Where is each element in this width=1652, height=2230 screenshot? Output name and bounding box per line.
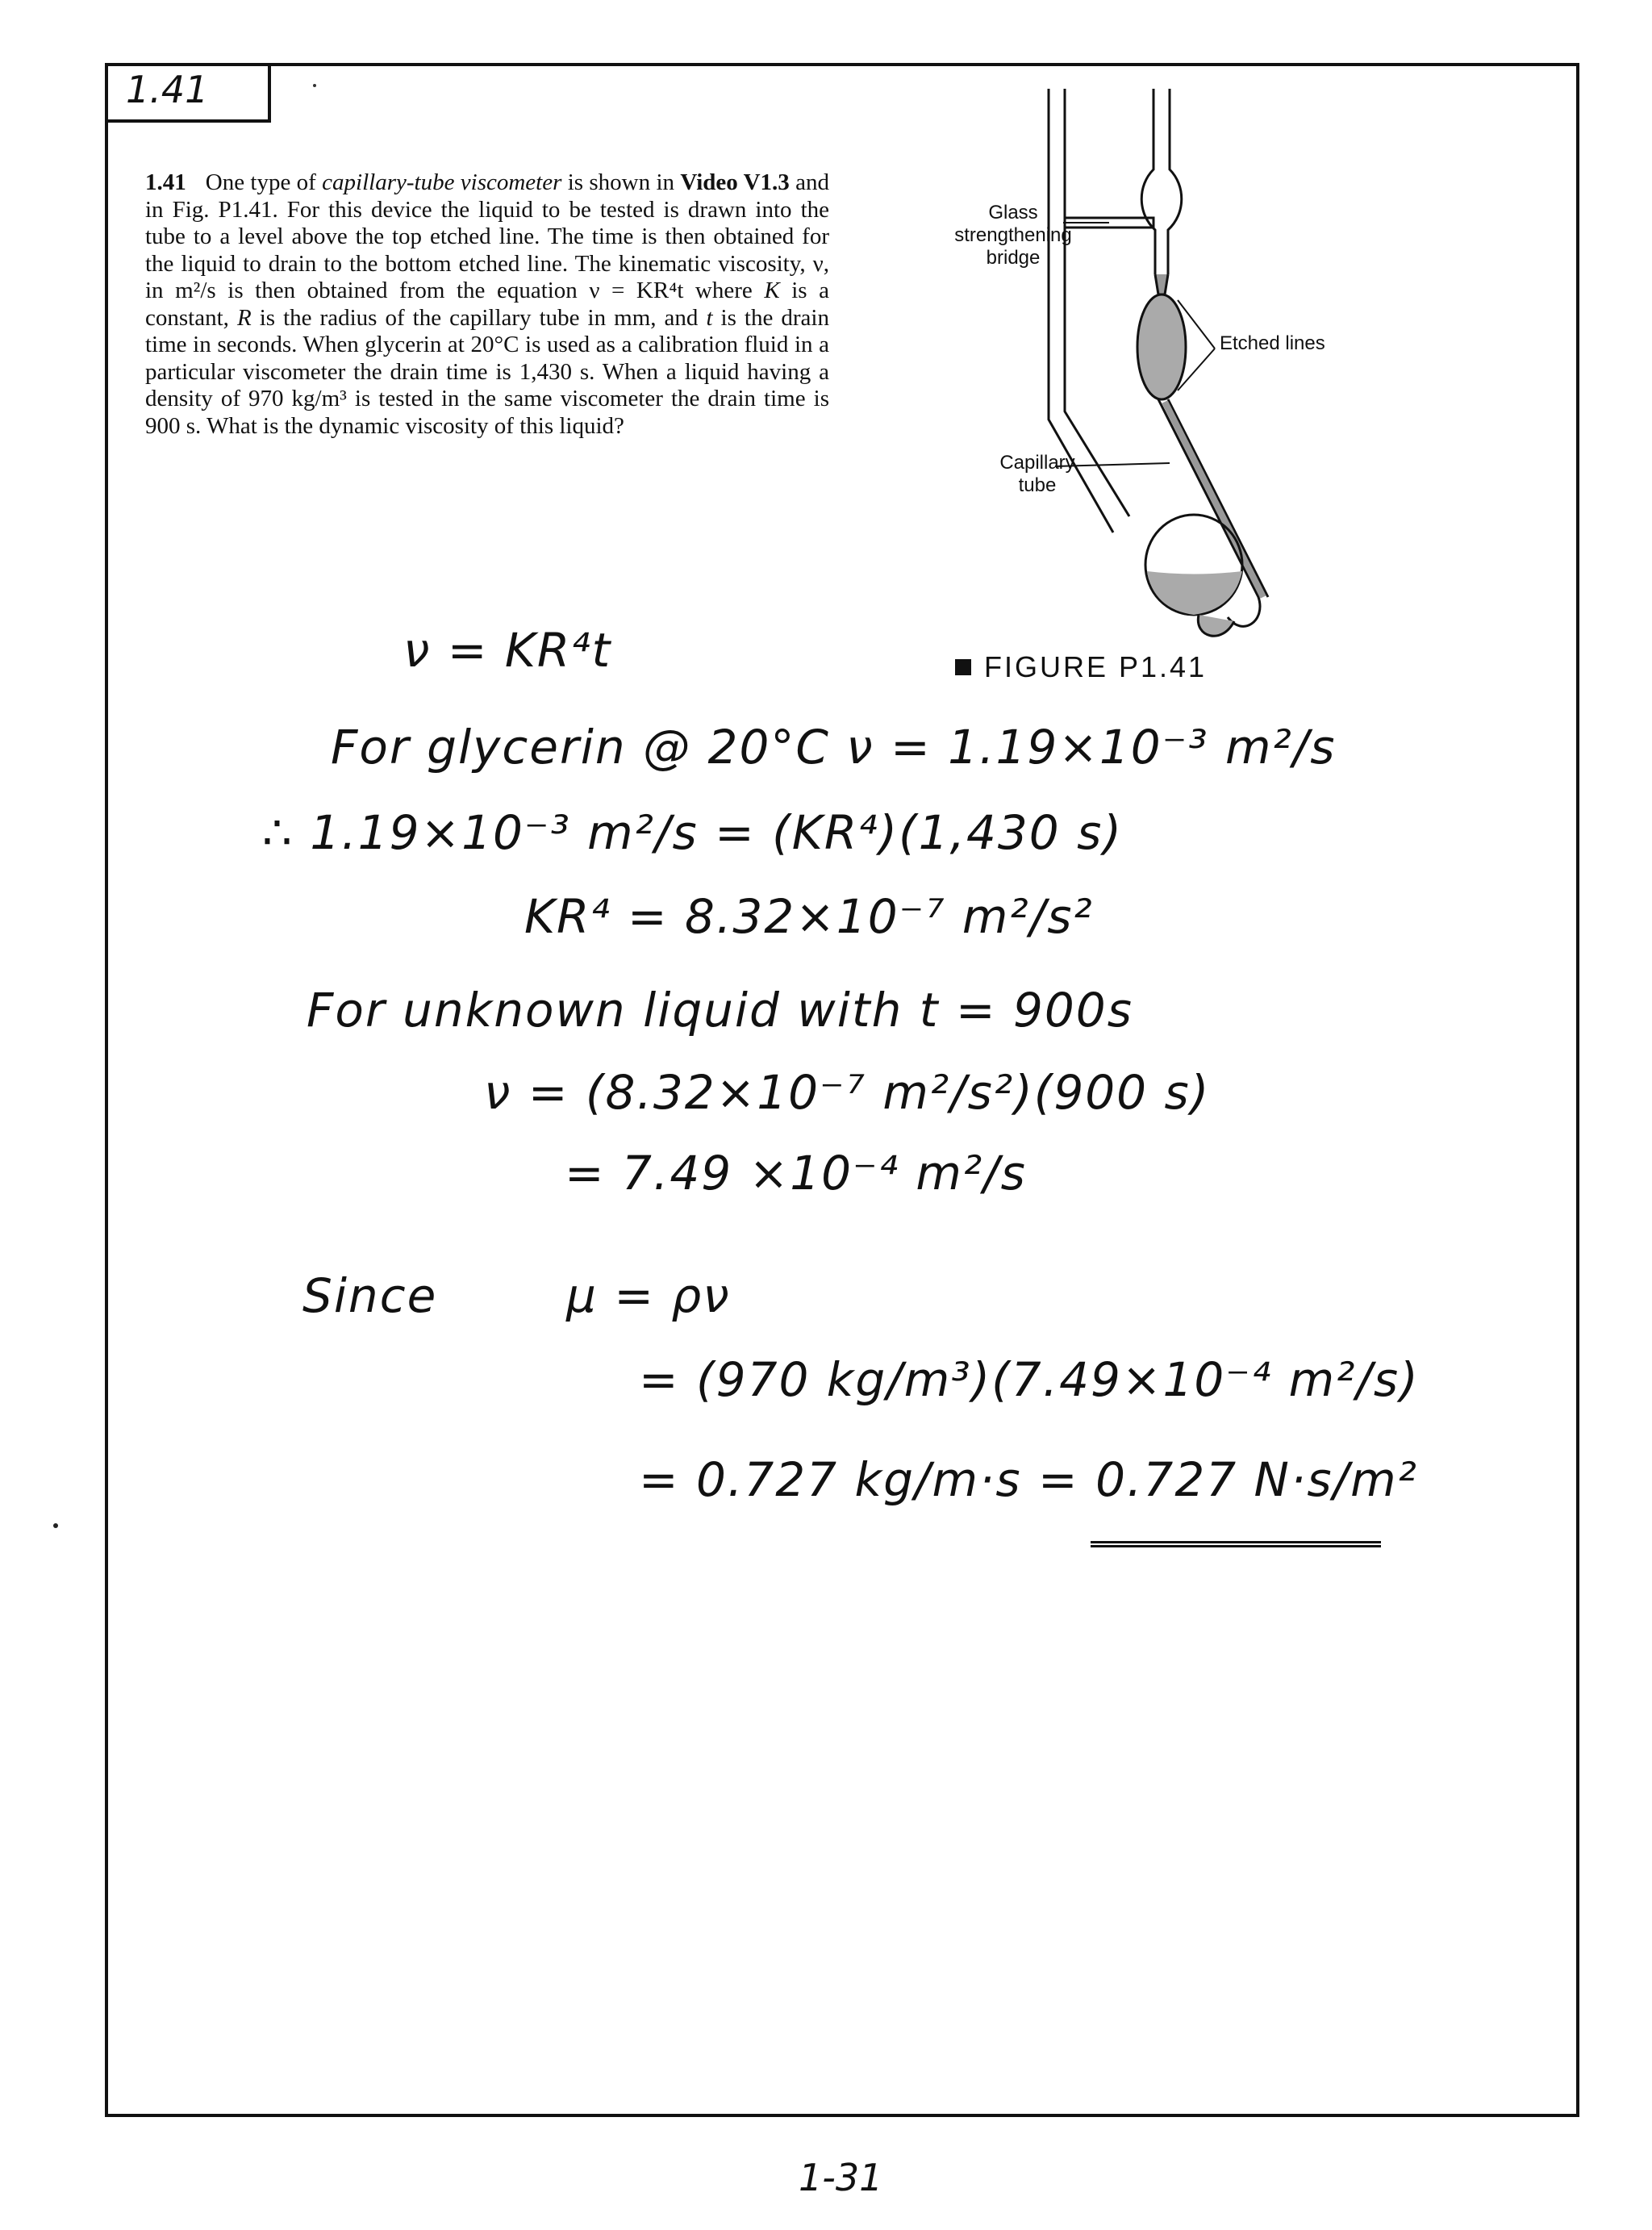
solution-line-7: = 7.49 ×10⁻⁴ m²/s: [565, 1146, 1027, 1201]
scan-speck: [53, 1523, 58, 1528]
problem-symbol: R: [236, 304, 252, 331]
problem-symbol: t: [706, 304, 713, 331]
label-glass-bridge: Glass strengthening bridge: [954, 202, 1072, 269]
solution-equation-1: ν = KR⁴t: [403, 623, 612, 678]
video-reference: Video V1.3: [680, 169, 790, 195]
problem-number: 1.41: [145, 169, 186, 195]
viscometer-figure: [1016, 81, 1387, 645]
scan-speck: [313, 84, 316, 87]
solution-line-6: ν = (8.32×10⁻⁷ m²/s²)(900 s): [484, 1065, 1211, 1120]
figure-caption: [955, 650, 1207, 684]
solution-line-2: For glycerin @ 20°C ν = 1.19×10⁻³ m²/s: [331, 720, 1337, 775]
problem-number-tab: [105, 63, 271, 123]
answer-double-underline: [1091, 1541, 1381, 1547]
problem-text: is a constant,: [145, 278, 830, 331]
solution-line-4: KR⁴ = 8.32×10⁻⁷ m²/s²: [524, 889, 1094, 944]
solution-line-9: = (970 kg/m³)(7.49×10⁻⁴ m²/s): [639, 1352, 1420, 1407]
problem-text: is the drain time in seconds. When glycerin at 20°C is used as a calibration fluid in a particular viscometer the drain time is 1,430 s. When a liquid having a density of 970 kg/m³ is tested in the same viscometer the drain time is 900 s. What is the dynamic viscosity of this liquid?: [145, 304, 829, 439]
solution-since: Since: [302, 1268, 438, 1323]
problem-term: capillary-tube viscometer: [322, 169, 562, 195]
problem-number-label: 1.41: [126, 68, 209, 111]
problem-text: is shown in: [561, 169, 681, 195]
solution-line-10: = 0.727 kg/m·s = 0.727 N·s/m²: [639, 1452, 1418, 1507]
label-capillary-tube: Capillary tube: [999, 452, 1075, 496]
label-etched-lines: Etched lines: [1220, 332, 1325, 354]
page-number: 1-31: [799, 2156, 883, 2199]
solution-line-8: μ = ρν: [566, 1268, 731, 1323]
solution-line-5: For unknown liquid with t = 900s: [307, 983, 1133, 1038]
caption-square-icon: [955, 659, 971, 675]
problem-text: is the radius of the capillary tube in mm, and: [251, 304, 707, 331]
solution-line-3: ∴ 1.19×10⁻³ m²/s = (KR⁴)(1,430 s): [262, 805, 1123, 860]
problem-statement: [145, 169, 829, 440]
problem-text: One type of: [205, 169, 323, 195]
problem-symbol: K: [764, 278, 780, 303]
figure-caption-text: FIGURE P1.41: [984, 650, 1208, 683]
problem-text: and in Fig. P1.41. For this device the liquid to be tested is drawn into the tube to a level above the top etched line. The time is then obtained for the liquid to drain to the bottom etched line. The kinematic viscosity, ν, in m²/s is then obtained from the equation ν = KR⁴t where: [145, 169, 830, 303]
